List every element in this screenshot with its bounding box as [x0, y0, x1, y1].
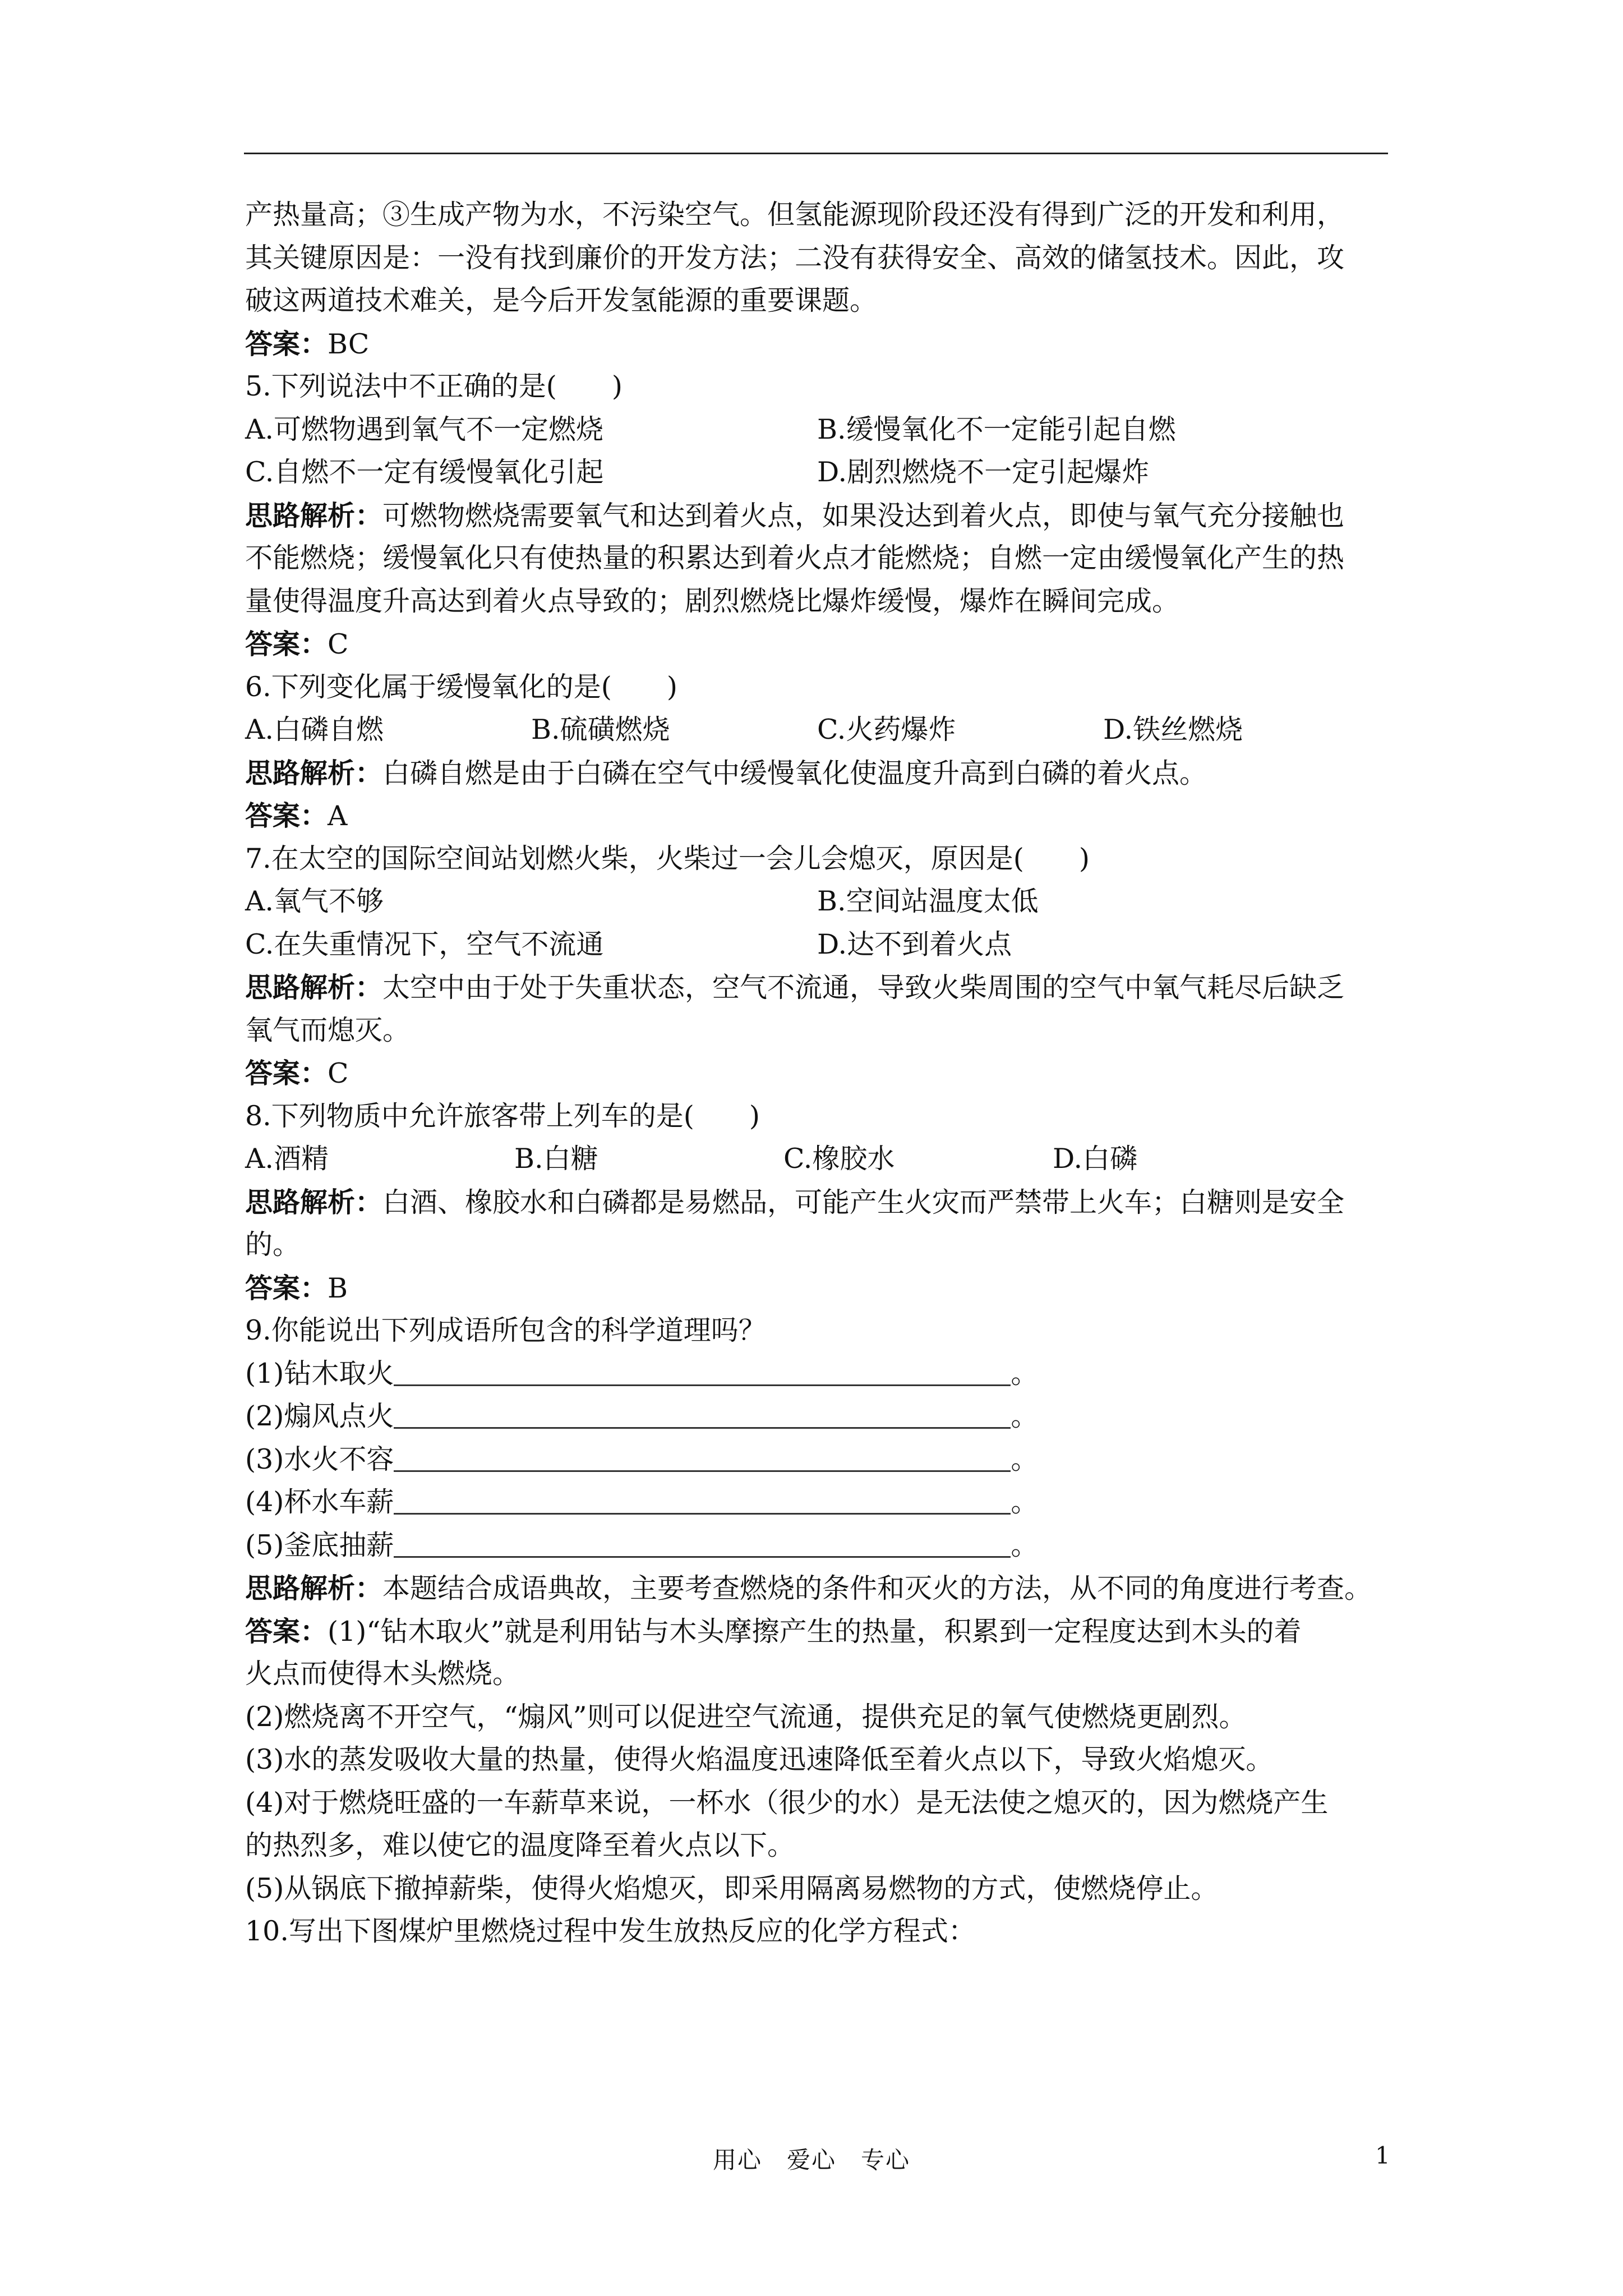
fill-item: [245, 1481, 1389, 1524]
question-stem: 7.在太空的国际空间站划燃火柴，火柴过一会儿会熄灭，原因是( ): [245, 842, 1090, 875]
fill-blank[interactable]: [394, 1354, 1011, 1386]
answer-line: [245, 1610, 1389, 1653]
answer-line: [245, 623, 1389, 666]
answer-line: (5)从锅底下撤掉薪柴，使得火焰熄灭，即采用隔离易燃物的方式，使燃烧停止。: [245, 1872, 1219, 1904]
explanation-line: [245, 494, 1389, 537]
answer-line: (2)燃烧离不开空气，“煽风”则可以促进空气流通，提供充足的氧气使燃烧更剧烈。: [245, 1700, 1247, 1733]
explanation-line: [245, 752, 1389, 795]
fill-blank[interactable]: [394, 1440, 1011, 1472]
options-row: [245, 1138, 1389, 1181]
explanation-text: 白磷自燃是由于白磷在空气中缓慢氧化使温度升高到白磷的着火点。: [382, 757, 1207, 789]
options-row: [245, 708, 1389, 752]
text-line: 产热量高；③生成产物为水，不污染空气。但氢能源现阶段还没有得到广泛的开发和利用，: [245, 199, 1345, 231]
answer-label: 答案：: [245, 628, 328, 660]
explanation-text: 可燃物燃烧需要氧气和达到着火点，如果没达到着火点，即使与氧气充分接触也: [382, 499, 1345, 532]
answer-line: [245, 323, 1389, 366]
end-mark: 。: [1011, 1400, 1039, 1432]
question-stem: 9.你能说出下列成语所包含的科学道理吗？: [245, 1314, 766, 1346]
answer-label: 答案：: [245, 1614, 328, 1648]
answer-line: [245, 1267, 1389, 1310]
answer-label: 答案：: [245, 1057, 328, 1089]
option: D.铁丝燃烧: [1103, 714, 1243, 746]
answer-label: 答案：: [245, 327, 328, 360]
answer-label: 答案：: [245, 1271, 328, 1304]
option: D.达不到着火点: [817, 928, 1012, 960]
document-body: [245, 194, 1389, 1953]
item-label: (5)釜底抽薪: [245, 1529, 394, 1561]
explanation-text: 本题结合成语典故，主要考查燃烧的条件和灭火的方法，从不同的角度进行考查。: [382, 1572, 1372, 1604]
option: B.空间站温度太低: [817, 885, 1039, 917]
explanation-line: [245, 1181, 1389, 1224]
explanation-text: 太空中由于处于失重状态，空气不流通，导致火柴周围的空气中氧气耗尽后缺乏: [382, 972, 1345, 1004]
page-footer: 用心 爱心 专心: [712, 2146, 910, 2174]
fill-blank[interactable]: [394, 1483, 1011, 1515]
end-mark: 。: [1011, 1357, 1039, 1389]
explanation-line: [245, 966, 1389, 1009]
fill-item: [245, 1395, 1389, 1438]
options-row: [245, 451, 1389, 494]
option: D.剧烈燃烧不一定引起爆炸: [817, 456, 1150, 488]
answer-text: (1)“钻木取火”就是利用钻与木头摩擦产生的热量，积累到一定程度达到木头的着: [328, 1615, 1302, 1648]
explanation-line: 的。: [245, 1228, 301, 1260]
answer-value: B: [328, 1272, 348, 1304]
explanation-line: 氧气而熄灭。: [245, 1014, 411, 1046]
item-label: (1)钻木取火: [245, 1357, 394, 1389]
answer-value: BC: [328, 328, 370, 360]
explanation-label: 思路解析：: [245, 1572, 383, 1604]
answer-line: (4)对于燃烧旺盛的一车薪草来说，一杯水（很少的水）是无法使之熄灭的，因为燃烧产生: [245, 1786, 1329, 1819]
option: B.白糖: [514, 1143, 598, 1175]
options-row: [245, 923, 1389, 967]
page-number: 1: [1375, 2142, 1390, 2169]
answer-line: 火点而使得木头燃烧。: [245, 1658, 520, 1690]
option: C.在失重情况下，空气不流通: [245, 928, 604, 960]
option: C.火药爆炸: [817, 714, 956, 746]
explanation-label: 思路解析：: [245, 1185, 383, 1218]
text-line: 破这两道技术难关，是今后开发氢能源的重要课题。: [245, 284, 878, 316]
explanation-line: 不能燃烧；缓慢氧化只有使热量的积累达到着火点才能燃烧；自燃一定由缓慢氧化产生的热: [245, 542, 1345, 574]
question-stem: 10.写出下图煤炉里燃烧过程中发生放热反应的化学方程式：: [245, 1915, 976, 1947]
answer-value: C: [328, 628, 349, 660]
options-row: [245, 408, 1389, 452]
question-stem: 5.下列说法中不正确的是( ): [245, 370, 623, 402]
item-label: (3)水火不容: [245, 1443, 394, 1475]
option: A.酒精: [245, 1143, 329, 1175]
fill-blank[interactable]: [394, 1526, 1011, 1558]
explanation-line: 量使得温度升高达到着火点导致的；剧烈燃烧比爆炸缓慢，爆炸在瞬间完成。: [245, 585, 1180, 617]
answer-line: 的热烈多，难以使它的温度降至着火点以下。: [245, 1829, 795, 1861]
explanation-label: 思路解析：: [245, 499, 383, 532]
fill-item: [245, 1352, 1389, 1396]
option: C.自燃不一定有缓慢氧化引起: [245, 456, 604, 488]
option: B.缓慢氧化不一定能引起自燃: [817, 413, 1176, 445]
item-label: (2)煽风点火: [245, 1400, 394, 1432]
answer-line: (3)水的蒸发吸收大量的热量，使得火焰温度迅速降低至着火点以下，导致火焰熄灭。: [245, 1743, 1274, 1775]
answer-line: [245, 794, 1389, 838]
answer-label: 答案：: [245, 799, 328, 832]
header-rule: [244, 153, 1388, 154]
explanation-label: 思路解析：: [245, 971, 383, 1004]
fill-item: [245, 1524, 1389, 1567]
item-label: (4)杯水车薪: [245, 1486, 394, 1518]
options-row: [245, 880, 1389, 923]
end-mark: 。: [1011, 1529, 1039, 1561]
option: A.白磷自燃: [245, 714, 384, 746]
option: A.氧气不够: [245, 885, 384, 917]
answer-value: C: [328, 1057, 349, 1089]
text-line: 其关键原因是：一没有找到廉价的开发方法；二没有获得安全、高效的储氢技术。因此，攻: [245, 241, 1345, 274]
question-stem: 8.下列物质中允许旅客带上列车的是( ): [245, 1099, 760, 1132]
explanation-line: [245, 1567, 1389, 1610]
question-stem: 6.下列变化属于缓慢氧化的是( ): [245, 670, 677, 703]
fill-blank[interactable]: [394, 1397, 1011, 1429]
fill-item: [245, 1438, 1389, 1481]
explanation-label: 思路解析：: [245, 756, 383, 789]
explanation-text: 白酒、橡胶水和白磷都是易燃品，可能产生火灾而严禁带上火车；白糖则是安全: [382, 1186, 1345, 1218]
option: D.白磷: [1053, 1143, 1138, 1175]
option: C.橡胶水: [783, 1143, 895, 1175]
end-mark: 。: [1011, 1486, 1039, 1518]
answer-value: A: [328, 800, 348, 832]
end-mark: 。: [1011, 1443, 1039, 1475]
answer-line: [245, 1052, 1389, 1095]
option: A.可燃物遇到氧气不一定燃烧: [245, 413, 603, 445]
option: B.硫磺燃烧: [531, 714, 670, 746]
